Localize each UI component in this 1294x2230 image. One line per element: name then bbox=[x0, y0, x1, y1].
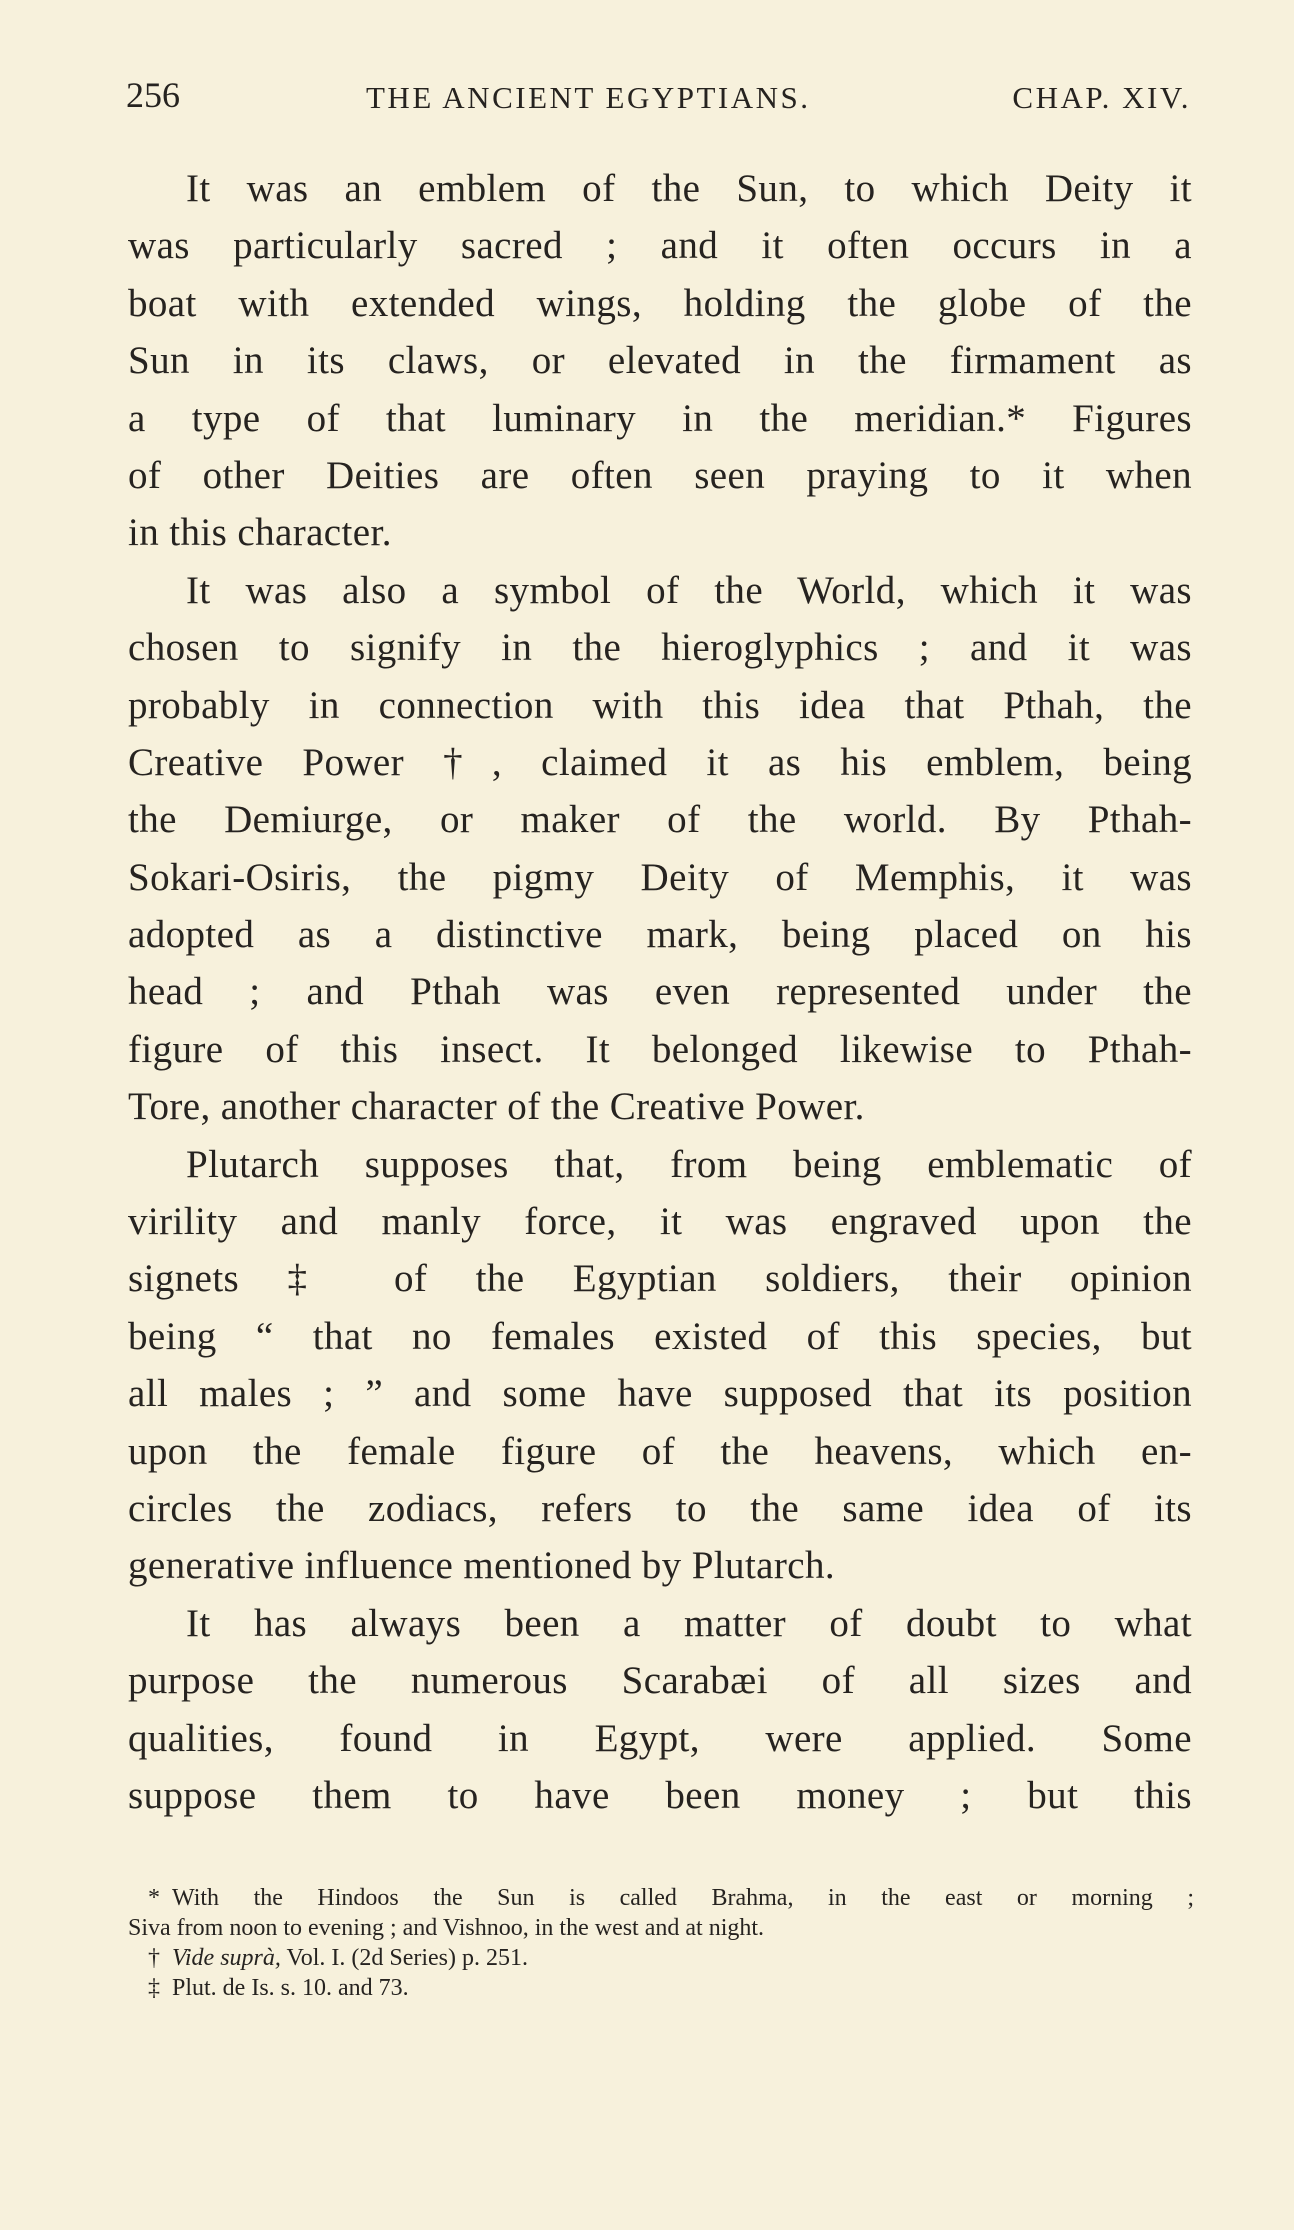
text-line: all males ; ” and some have supposed that its position bbox=[128, 1372, 1192, 1416]
text-line: suppose them to have been money ; but this bbox=[128, 1773, 1192, 1817]
text-line: upon the female figure of the heavens, which en- bbox=[128, 1429, 1192, 1473]
running-header bbox=[126, 74, 1191, 124]
text-line: It has always been a matter of doubt to what bbox=[186, 1601, 1192, 1645]
footnote-mark: † bbox=[148, 1945, 160, 1971]
text-line: figure of this insect. It belonged likewise to Pthah- bbox=[128, 1027, 1192, 1071]
text-line: purpose the numerous Scarabæi of all sizes and bbox=[128, 1659, 1192, 1703]
text-line: head ; and Pthah was even represented under the bbox=[128, 970, 1192, 1014]
text-line: a type of that luminary in the meridian.* Figures bbox=[128, 396, 1192, 440]
footnote-citation-italic: Vide suprà, bbox=[172, 1945, 281, 1971]
body-text bbox=[128, 160, 1192, 1824]
footnote-line bbox=[128, 1973, 1194, 2003]
footnote-line bbox=[128, 1943, 1194, 1973]
footnote-mark: ‡ bbox=[148, 1975, 160, 2001]
text-line: chosen to signify in the hieroglyphics ; and it was bbox=[128, 626, 1192, 670]
text-line: qualities, found in Egypt, were applied. Some bbox=[128, 1716, 1192, 1760]
text-line: the Demiurge, or maker of the world. By Pthah- bbox=[128, 798, 1192, 842]
footnote-line: Siva from noon to evening ; and Vishnoo, in the west and at night. bbox=[128, 1915, 765, 1941]
text-line: Sokari-Osiris, the pigmy Deity of Memphis, it was bbox=[128, 855, 1192, 899]
footnotes bbox=[128, 1883, 1194, 2003]
text-line: circles the zodiacs, refers to the same idea of its bbox=[128, 1486, 1192, 1530]
text-line: signets ‡ of the Egyptian soldiers, their opinion bbox=[128, 1257, 1192, 1301]
text-line: generative influence mentioned by Plutarch. bbox=[128, 1544, 836, 1588]
page-number: 256 bbox=[126, 75, 180, 115]
text-line: Plutarch supposes that, from being emblematic of bbox=[186, 1142, 1192, 1186]
footnote-text: Plut. de Is. s. 10. and 73. bbox=[172, 1975, 409, 2001]
footnote-line bbox=[128, 1883, 1194, 1913]
text-line: It was an emblem of the Sun, to which Deity it bbox=[186, 167, 1192, 210]
text-line: being “ that no females existed of this species, but bbox=[128, 1314, 1192, 1358]
text-line: It was also a symbol of the World, which it was bbox=[186, 568, 1192, 612]
text-line: Sun in its claws, or elevated in the firmament as bbox=[128, 339, 1192, 383]
text-line: boat with extended wings, holding the globe of the bbox=[128, 281, 1192, 325]
footnote-mark: * bbox=[148, 1885, 160, 1911]
text-line: probably in connection with this idea that Pthah, the bbox=[128, 683, 1192, 727]
footnote-text: With the Hindoos the Sun is called Brahma, in the east or morning ; bbox=[172, 1885, 1194, 1911]
text-line: adopted as a distinctive mark, being placed on his bbox=[128, 913, 1192, 957]
text-line: virility and manly force, it was engraved upon the bbox=[128, 1200, 1192, 1244]
text-line: Creative Power †, claimed it as his emblem, being bbox=[128, 740, 1192, 784]
footnote-text: Vol. I. (2d Series) p. 251. bbox=[286, 1945, 529, 1971]
running-title: THE ANCIENT EGYPTIANS. bbox=[366, 80, 811, 115]
text-line: of other Deities are often seen praying to it when bbox=[128, 453, 1192, 497]
text-line: was particularly sacred ; and it often occurs in a bbox=[128, 224, 1192, 268]
text-line: in this character. bbox=[128, 511, 392, 555]
text-line: Tore, another character of the Creative Power. bbox=[128, 1085, 865, 1129]
chapter-label: CHAP. XIV. bbox=[1012, 80, 1191, 115]
